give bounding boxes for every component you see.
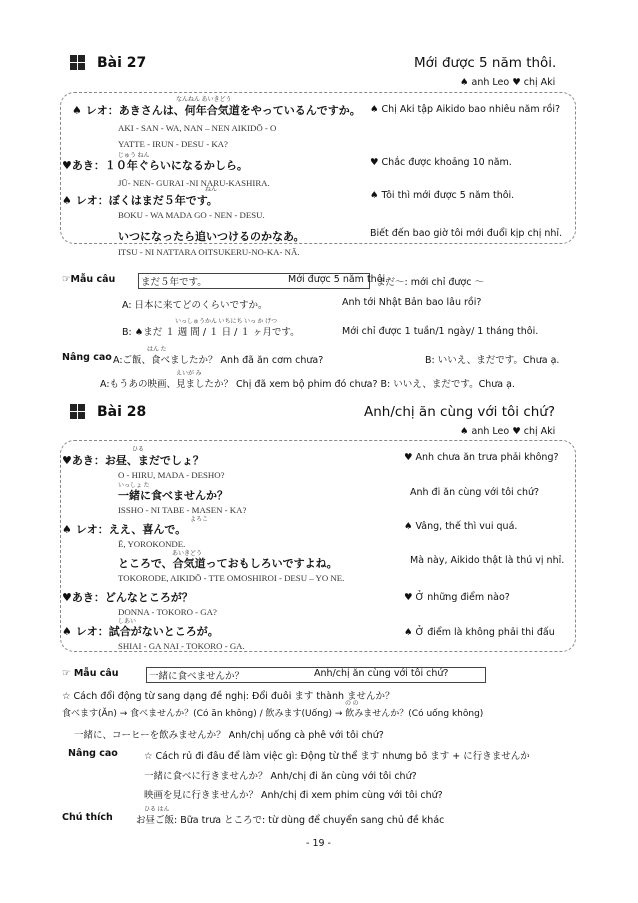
romaji-line: O - HIRU, MADA - DESHO? — [118, 470, 225, 480]
lesson-27-subtitle: Mới được 5 năm thôi. — [414, 55, 557, 71]
lesson-grid-icon — [70, 404, 85, 419]
dialogue-line: ♠ レオ：あきさんは、何年合気道をやっているんですか。 — [72, 104, 361, 117]
romaji-line: ITSU - NI NATTARA OITSUKERU-NO-KA- NĀ. — [118, 247, 300, 257]
romaji-line: AKI - SAN - WA, NAN – NEN AIKIDŌ - O — [118, 123, 277, 133]
advanced-example: 映画を見に行きませんか？ Anh/chị đi xem phim cùng với tôi chứ? — [144, 790, 443, 801]
pattern-label: ☞Mẫu câu — [62, 274, 116, 285]
pattern-label: ☞ Mẫu câu — [62, 668, 119, 679]
dialogue-translation: ♥ Anh chưa ăn trưa phải không? — [404, 452, 559, 463]
example-a-vn: Anh tới Nhật Bản bao lâu rồi? — [342, 297, 482, 308]
lesson-28-title: Bài 28 — [97, 404, 147, 420]
dialogue-line: ♠ レオ：ぼくはまだ５年です。 — [62, 194, 218, 207]
romaji-line: Ē, YOROKONDE. — [118, 539, 186, 549]
ruby: えいが み — [176, 371, 202, 377]
pattern-jp: 一緒に食べませんか？ — [149, 671, 245, 682]
romaji-line: ISSHO - NI TABE - MASEN - KA? — [118, 505, 247, 515]
romaji-line: JŪ- NEN- GURAI -NI NARU-KASHIRA. — [118, 178, 270, 188]
lesson-grid-icon — [70, 55, 85, 70]
ruby: の の — [345, 701, 359, 707]
dialogue-line: 一緒に食べませんか？ — [118, 489, 228, 502]
dialogue-translation: ♠ Chị Aki tập Aikido bao nhiêu năm rồi? — [370, 104, 561, 115]
lesson-28-subtitle: Anh/chị ăn cùng với tôi chứ? — [364, 404, 556, 420]
lesson-27-title: Bài 27 — [97, 55, 147, 71]
ruby: よろこ — [190, 517, 209, 523]
dialogue-translation: Mà này, Aikido thật là thú vị nhỉ. — [410, 555, 565, 566]
example-a-jp: A: 日本に来てどのくらいですか。 — [122, 300, 268, 311]
pattern-vn: Anh/chị ăn cùng với tôi chứ? — [314, 668, 449, 679]
ruby: ひる はん — [144, 807, 170, 813]
dialogue-translation: ♥ Ở những điểm nào? — [404, 592, 510, 603]
rule-example-2: 一緒に、コーヒーを飲みませんか？ Anh/chị uống cà phê với tôi chứ? — [74, 730, 384, 741]
advanced-rule: ☆ Cách rủ đi đâu để làm việc gì: Động từ thể ます nhưng bỏ ます + に行きませんか — [144, 751, 530, 762]
ruby: ひる — [132, 447, 145, 453]
ruby: いっしゅうかん いちにち いっ か げつ — [175, 319, 278, 325]
dialogue-translation: ♠ Vâng, thế thì vui quá. — [404, 521, 518, 532]
dialogue-translation: Anh đi ăn cùng với tôi chứ? — [410, 487, 540, 498]
dialogue-line: ところで、合気道っておもしろいですよね。 — [118, 557, 338, 570]
ruby: いっしょ た — [118, 483, 150, 489]
dialogue-line: ♠ レオ：試合がないところが。 — [62, 625, 219, 638]
note-text: お昼ご飯: Bữa trưa ところで: từ dùng để chuyển sang chủ đề khác — [136, 815, 445, 826]
lesson-28-characters: ♠ anh Leo ♥ chị Aki — [460, 426, 556, 437]
example-b-vn: Mới chỉ được 1 tuần/1 ngày/ 1 tháng thôi. — [342, 326, 539, 337]
romaji-line: BOKU - WA MADA GO - NEN - DESU. — [118, 210, 265, 220]
dialogue-translation: ♥ Chắc được khoảng 10 năm. — [370, 157, 512, 168]
dialogue-line: いつになったら追いつけるのかなあ。 — [118, 230, 305, 243]
advanced-example: A:もうあの映画、見ましたか？ Chị đã xem bộ phim đó chưa? B: いいえ、まだです。Chưa ạ. — [100, 379, 515, 390]
pattern-note: まだ～: mới chỉ được ～ — [376, 277, 484, 288]
pattern-vn: Mới được 5 năm thôi. — [288, 274, 389, 285]
page-number: - 19 - — [306, 838, 331, 849]
advanced-label: Nâng cao — [62, 352, 112, 363]
dialogue-line: ♠ レオ：ええ、喜んで。 — [62, 523, 187, 536]
advanced-label: Nâng cao — [68, 748, 118, 759]
rule-line: ☆ Cách đổi động từ sang dạng đề nghị: Đổi đuôi ます thành ませんか？ — [62, 691, 395, 702]
romaji-line: YATTE - IRUN - DESU - KA? — [118, 139, 228, 149]
dialogue-translation: ♠ Ở điểm là không phải thi đấu — [404, 627, 555, 638]
rule-example: 食べます(Ăn) → 食べませんか？(Có ăn không) / 飲みます(Uống) → 飲みませんか？(Có uống không) — [62, 709, 484, 719]
dialogue-translation: ♠ Tôi thì mới được 5 năm thôi. — [370, 190, 515, 201]
ruby: なんねん あいきどう — [176, 97, 232, 103]
romaji-line: SHIAI - GA NAI - TOKORO - GA. — [118, 641, 245, 651]
dialogue-line: ♥あき：１０年ぐらいになるかしら。 — [62, 159, 248, 172]
ruby: ねん — [205, 187, 218, 193]
pattern-jp: まだ５年です。 — [141, 277, 207, 288]
note-label: Chú thích — [62, 812, 113, 823]
advanced-example: 一緒に食べに行きませんか？ Anh/chị đi ăn cùng với tôi chứ? — [144, 771, 417, 782]
ruby: しあい — [118, 619, 137, 625]
dialogue-line: ♥あき：お昼、まだでしょ？ — [62, 454, 204, 467]
advanced-reply: B: いいえ、まだです。Chưa ạ. — [425, 355, 560, 366]
dialogue-line: ♥あき：どんなところが？ — [62, 591, 193, 604]
dialogue-translation: Biết đến bao giờ tôi mới đuổi kịp chị nhỉ. — [370, 228, 563, 239]
lesson-27-characters: ♠ anh Leo ♥ chị Aki — [460, 77, 556, 88]
advanced-example: A:ご飯、食べましたか？ Anh đã ăn cơm chưa? — [113, 355, 324, 366]
ruby: はん た — [147, 347, 167, 353]
romaji-line: TOKORODE, AIKIDŌ - TTE OMOSHIROI - DESU – YO NE. — [118, 573, 345, 583]
romaji-line: DONNA - TOKORO - GA? — [118, 607, 217, 617]
ruby: じゅう ねん — [118, 153, 150, 159]
example-b-jp: B: ♠まだ １ 週 間 / １ 日 / １ ヶ月です。 — [122, 327, 300, 338]
ruby: あいきどう — [172, 551, 203, 557]
